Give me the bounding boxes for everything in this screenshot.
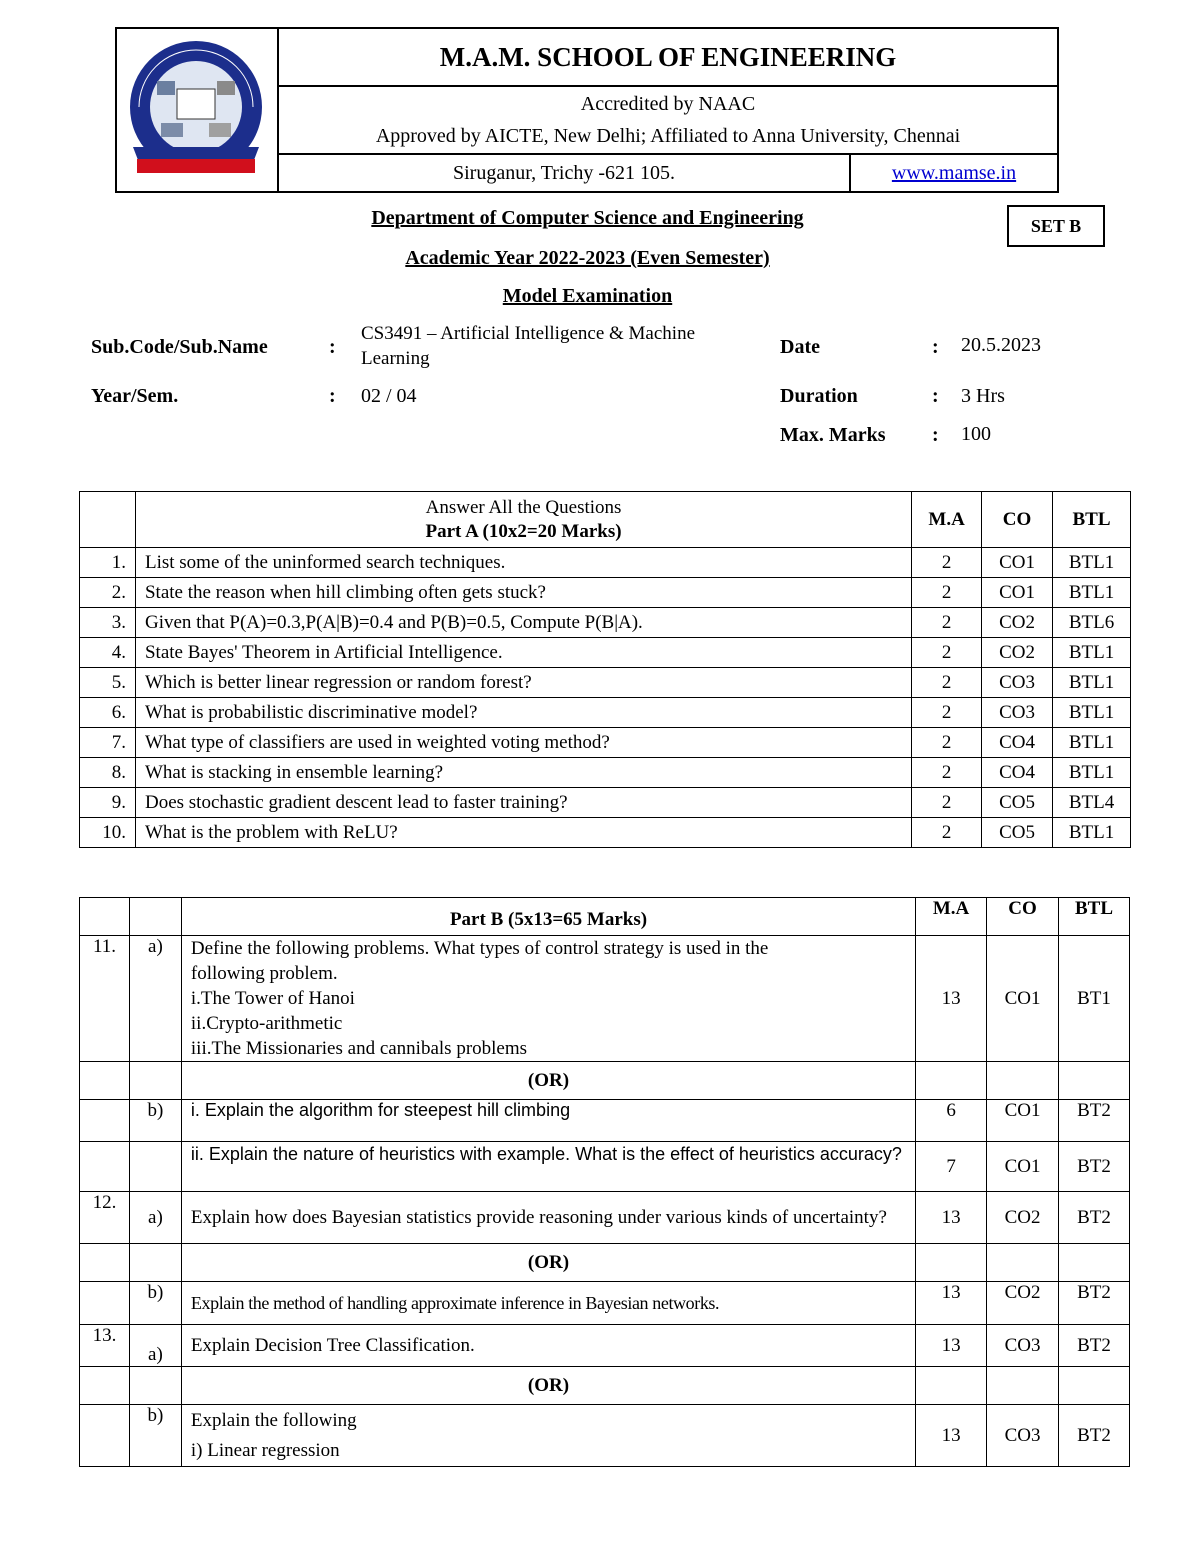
or-label: (OR) [181, 1062, 915, 1100]
marks-cell: 13 [916, 1192, 987, 1244]
col-ma: M.A [912, 492, 982, 548]
question-line: following problem. [190, 963, 338, 984]
institution-name: M.A.M. SCHOOL OF ENGINEERING [278, 28, 1058, 86]
question-line: iii.The Missionaries and cannibals problems [190, 1038, 528, 1059]
question-text: State Bayes' Theorem in Artificial Intelligence. [135, 638, 911, 668]
colon: : [932, 336, 939, 358]
btl-cell: BT2 [1059, 1282, 1130, 1325]
marks-cell: 2 [912, 788, 982, 818]
marks-cell: 2 [912, 818, 982, 848]
max-marks-label: Max. Marks [780, 424, 886, 446]
sub-label: b) [129, 1405, 181, 1467]
co-cell: CO1 [982, 578, 1053, 608]
question-text: ii. Explain the nature of heuristics with example. What is the effect of heuristics accuracy? [181, 1142, 915, 1192]
co-cell: CO2 [982, 608, 1053, 638]
colon: : [932, 424, 939, 446]
website-link[interactable]: www.mamse.in [891, 161, 1017, 184]
question-text [181, 1405, 915, 1467]
college-logo-icon [117, 29, 275, 186]
btl-cell: BT2 [1059, 1192, 1130, 1244]
subject-value: CS3491 – Artificial Intelligence & Machine Learning [361, 323, 696, 369]
date-label: Date [780, 336, 820, 358]
marks-cell: 2 [912, 698, 982, 728]
question-text: What type of classifiers are used in weighted voting method? [135, 728, 911, 758]
question-number: 6. [80, 698, 136, 728]
blank-cell [129, 898, 181, 936]
subject-label: Sub.Code/Sub.Name [91, 336, 268, 358]
question-text: What is probabilistic discriminative model? [135, 698, 911, 728]
btl-cell: BTL1 [1053, 698, 1131, 728]
sub-label: a) [129, 1325, 181, 1367]
co-cell: CO1 [982, 548, 1053, 578]
question-row-12a [80, 1192, 1130, 1244]
co-cell: CO3 [982, 698, 1053, 728]
question-text: What is stacking in ensemble learning? [135, 758, 911, 788]
co-cell: CO1 [987, 936, 1059, 1062]
question-number: 3. [80, 608, 136, 638]
question-text: Which is better linear regression or random forest? [135, 668, 911, 698]
question-line: i) Linear regression [190, 1439, 340, 1461]
sub-label: b) [129, 1282, 181, 1325]
question-line: Explain the following [190, 1409, 357, 1431]
date-value: 20.5.2023 [961, 334, 1041, 356]
question-number: 13. [80, 1325, 130, 1367]
part-a-heading-cell [135, 492, 911, 548]
or-label: (OR) [181, 1244, 915, 1282]
question-row [80, 698, 1131, 728]
or-label: (OR) [181, 1367, 915, 1405]
marks-cell: 2 [912, 578, 982, 608]
question-number: 2. [80, 578, 136, 608]
btl-cell: BT2 [1059, 1100, 1130, 1142]
marks-cell: 13 [916, 1325, 987, 1367]
co-cell: CO5 [982, 818, 1053, 848]
question-number: 8. [80, 758, 136, 788]
question-text: Explain Decision Tree Classification. [181, 1325, 915, 1367]
marks-cell: 6 [916, 1100, 987, 1142]
question-row-11a [80, 936, 1130, 1062]
sub-label: a) [129, 1192, 181, 1244]
part-a-table [79, 491, 1131, 848]
co-cell: CO3 [982, 668, 1053, 698]
academic-year-title: Academic Year 2022-2023 (Even Semester) [405, 247, 770, 269]
btl-cell: BTL1 [1053, 578, 1131, 608]
btl-cell: BTL1 [1053, 728, 1131, 758]
part-a-heading: Part A (10x2=20 Marks) [425, 520, 622, 542]
marks-cell: 2 [912, 638, 982, 668]
col-btl: BTL [1059, 898, 1130, 936]
question-row [80, 758, 1131, 788]
question-row-13b [80, 1405, 1130, 1467]
year-label: Year/Sem. [91, 385, 179, 407]
question-row [80, 548, 1131, 578]
set-badge: SET B [1007, 205, 1105, 247]
question-row-13a [80, 1325, 1130, 1367]
question-number: 9. [80, 788, 136, 818]
question-number: 1. [80, 548, 136, 578]
max-marks-value: 100 [961, 423, 991, 445]
question-text: List some of the uninformed search techniques. [135, 548, 911, 578]
co-cell: CO2 [987, 1282, 1059, 1325]
btl-cell: BT2 [1059, 1142, 1130, 1192]
co-cell: CO2 [982, 638, 1053, 668]
co-cell: CO3 [987, 1405, 1059, 1467]
accreditation-text: Accredited by NAAC [580, 93, 756, 115]
marks-cell: 13 [916, 1282, 987, 1325]
question-text: Given that P(A)=0.3,P(A|B)=0.4 and P(B)=0.5, Compute P(B|A). [135, 608, 911, 638]
question-row [80, 728, 1131, 758]
approval-text: Approved by AICTE, New Delhi; Affiliated to Anna University, Chennai [375, 125, 961, 147]
part-b-table [79, 897, 1130, 1467]
question-row-11b-i [80, 1100, 1130, 1142]
question-number: 10. [80, 818, 136, 848]
btl-cell: BT2 [1059, 1325, 1130, 1367]
col-co: CO [987, 898, 1059, 936]
part-a-header-row [80, 492, 1131, 548]
btl-cell: BTL4 [1053, 788, 1131, 818]
col-btl: BTL [1053, 492, 1131, 548]
question-text: State the reason when hill climbing often gets stuck? [135, 578, 911, 608]
question-row [80, 608, 1131, 638]
or-row [80, 1062, 1130, 1100]
website-cell [850, 154, 1058, 192]
question-number: 12. [80, 1192, 130, 1244]
btl-cell: BTL1 [1053, 638, 1131, 668]
question-row [80, 788, 1131, 818]
marks-cell: 2 [912, 758, 982, 788]
question-number: 11. [80, 936, 130, 1062]
question-line: Define the following problems. What types of control strategy is used in the [190, 938, 769, 959]
year-value: 02 / 04 [361, 385, 417, 407]
colon: : [329, 336, 336, 358]
question-text [181, 936, 915, 1062]
btl-cell: BTL6 [1053, 608, 1131, 638]
sub-label: b) [129, 1100, 181, 1142]
marks-cell: 2 [912, 608, 982, 638]
blank-cell [80, 898, 130, 936]
co-cell: CO2 [987, 1192, 1059, 1244]
question-row [80, 638, 1131, 668]
sub-label: a) [129, 936, 181, 1062]
question-number: 7. [80, 728, 136, 758]
co-cell: CO1 [987, 1142, 1059, 1192]
part-b-header-row [80, 898, 1130, 936]
marks-cell: 2 [912, 668, 982, 698]
question-number: 4. [80, 638, 136, 668]
question-text: Does stochastic gradient descent lead to faster training? [135, 788, 911, 818]
co-cell: CO1 [987, 1100, 1059, 1142]
question-row-11b-ii [80, 1142, 1130, 1192]
part-a-instruction: Answer All the Questions [425, 496, 622, 518]
btl-cell: BTL1 [1053, 548, 1131, 578]
question-text: What is the problem with ReLU? [135, 818, 911, 848]
colon: : [932, 385, 939, 407]
co-cell: CO4 [982, 758, 1053, 788]
or-row [80, 1244, 1130, 1282]
btl-cell: BT2 [1059, 1405, 1130, 1467]
question-line: ii.Crypto-arithmetic [190, 1013, 343, 1034]
blank-cell [80, 492, 136, 548]
col-co: CO [982, 492, 1053, 548]
location-text: Siruganur, Trichy -621 105. [278, 154, 850, 192]
question-number: 5. [80, 668, 136, 698]
btl-cell: BTL1 [1053, 818, 1131, 848]
colon: : [329, 385, 336, 407]
marks-cell: 13 [916, 936, 987, 1062]
part-a-rows [80, 548, 1131, 848]
col-ma: M.A [916, 898, 987, 936]
co-cell: CO3 [987, 1325, 1059, 1367]
marks-cell: 2 [912, 728, 982, 758]
marks-cell: 13 [916, 1405, 987, 1467]
logo-cell [116, 28, 278, 192]
accreditation-block [278, 86, 1058, 154]
co-cell: CO5 [982, 788, 1053, 818]
co-cell: CO4 [982, 728, 1053, 758]
duration-label: Duration [780, 385, 858, 407]
btl-cell: BTL1 [1053, 758, 1131, 788]
question-text: i. Explain the algorithm for steepest hill climbing [181, 1100, 915, 1142]
question-row-12b [80, 1282, 1130, 1325]
institution-header [115, 27, 1059, 193]
marks-cell: 7 [916, 1142, 987, 1192]
question-row [80, 668, 1131, 698]
or-row [80, 1367, 1130, 1405]
question-text: Explain the method of handling approximate inference in Bayesian networks. [181, 1282, 915, 1325]
question-text: Explain how does Bayesian statistics provide reasoning under various kinds of uncertainty? [181, 1192, 915, 1244]
marks-cell: 2 [912, 548, 982, 578]
part-b-heading: Part B (5x13=65 Marks) [181, 898, 915, 936]
question-row [80, 818, 1131, 848]
exam-title: Model Examination [502, 285, 673, 307]
btl-cell: BTL1 [1053, 668, 1131, 698]
btl-cell: BT1 [1059, 936, 1130, 1062]
duration-value: 3 Hrs [961, 385, 1005, 407]
department-title: Department of Computer Science and Engineering [371, 207, 804, 229]
question-row [80, 578, 1131, 608]
question-line: i.The Tower of Hanoi [190, 988, 355, 1009]
